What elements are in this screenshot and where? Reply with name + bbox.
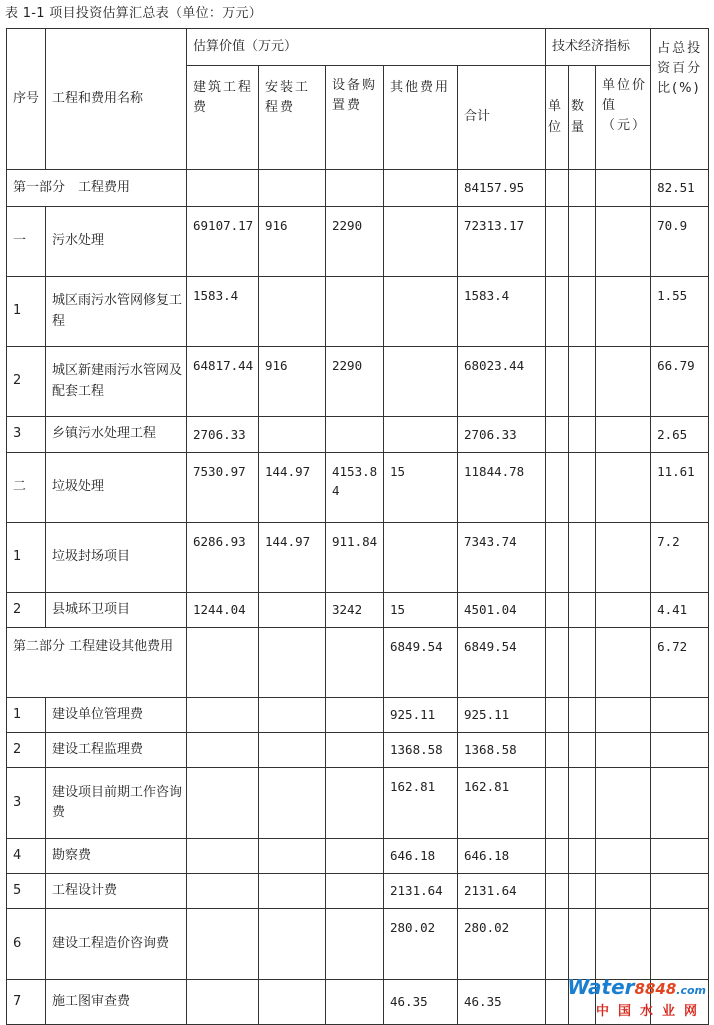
unit-price-cell — [596, 523, 651, 593]
unit-cell — [546, 593, 569, 628]
name-cell: 施工图审查费 — [46, 980, 187, 1025]
percent-cell: 4.41 — [651, 593, 709, 628]
name-cell: 建设单位管理费 — [46, 698, 187, 733]
installation-cell — [259, 593, 326, 628]
equipment-cell: 2290 — [326, 347, 384, 417]
construction-cell — [187, 874, 259, 909]
unit-cell — [546, 698, 569, 733]
table-row — [7, 628, 709, 698]
unit-cell — [546, 523, 569, 593]
unit-cell — [546, 768, 569, 839]
unit-cell — [546, 207, 569, 277]
other-cell: 46.35 — [384, 980, 458, 1025]
construction-cell: 7530.97 — [187, 453, 259, 523]
table-row — [7, 839, 709, 874]
quantity-cell — [569, 874, 596, 909]
unit-price-cell — [596, 839, 651, 874]
total-cell: 1583.4 — [458, 277, 546, 347]
unit-price-cell — [596, 698, 651, 733]
construction-cell: 64817.44 — [187, 347, 259, 417]
construction-cell: 1583.4 — [187, 277, 259, 347]
total-cell: 4501.04 — [458, 593, 546, 628]
percent-cell — [651, 768, 709, 839]
header-total: 合计 — [458, 66, 546, 170]
seq-cell: 7 — [7, 980, 46, 1025]
equipment-cell — [326, 733, 384, 768]
quantity-cell — [569, 768, 596, 839]
unit-cell — [546, 874, 569, 909]
header-other: 其他费用 — [384, 66, 458, 170]
installation-cell — [259, 733, 326, 768]
table-row — [7, 768, 709, 839]
table-row — [7, 593, 709, 628]
equipment-cell — [326, 839, 384, 874]
unit-cell — [546, 628, 569, 698]
construction-cell — [187, 980, 259, 1025]
percent-cell: 70.9 — [651, 207, 709, 277]
header-construction: 建筑工程费 — [187, 66, 259, 170]
quantity-cell — [569, 170, 596, 207]
name-cell: 工程设计费 — [46, 874, 187, 909]
other-cell: 925.11 — [384, 698, 458, 733]
construction-cell — [187, 839, 259, 874]
unit-price-cell — [596, 874, 651, 909]
investment-table — [6, 28, 709, 1025]
construction-cell: 1244.04 — [187, 593, 259, 628]
unit-price-cell — [596, 277, 651, 347]
table-row — [7, 277, 709, 347]
quantity-cell — [569, 207, 596, 277]
other-cell: 15 — [384, 453, 458, 523]
unit-price-cell — [596, 593, 651, 628]
table-row — [7, 874, 709, 909]
percent-cell: 2.65 — [651, 417, 709, 453]
table-row — [7, 698, 709, 733]
construction-cell: 69107.17 — [187, 207, 259, 277]
seq-cell: 2 — [7, 593, 46, 628]
header-estimate-group: 估算价值（万元） — [187, 29, 546, 66]
quantity-cell — [569, 628, 596, 698]
percent-cell: 1.55 — [651, 277, 709, 347]
unit-cell — [546, 839, 569, 874]
percent-cell: 6.72 — [651, 628, 709, 698]
quantity-cell — [569, 909, 596, 980]
unit-cell — [546, 277, 569, 347]
name-cell: 城区雨污水管网修复工程 — [46, 277, 187, 347]
header-tech-group: 技术经济指标 — [546, 29, 651, 66]
other-cell: 646.18 — [384, 839, 458, 874]
installation-cell — [259, 874, 326, 909]
name-cell: 建设工程造价咨询费 — [46, 909, 187, 980]
total-cell: 162.81 — [458, 768, 546, 839]
total-cell: 2706.33 — [458, 417, 546, 453]
seq-cell: 2 — [7, 347, 46, 417]
name-cell: 城区新建雨污水管网及配套工程 — [46, 347, 187, 417]
unit-cell — [546, 980, 569, 1025]
name-cell: 县城环卫项目 — [46, 593, 187, 628]
header-equipment: 设备购置费 — [326, 66, 384, 170]
installation-cell: 916 — [259, 207, 326, 277]
installation-cell: 144.97 — [259, 523, 326, 593]
unit-price-cell — [596, 453, 651, 523]
other-cell: 162.81 — [384, 768, 458, 839]
installation-cell: 916 — [259, 347, 326, 417]
other-cell — [384, 347, 458, 417]
equipment-cell — [326, 874, 384, 909]
seq-cell: 4 — [7, 839, 46, 874]
unit-cell — [546, 347, 569, 417]
other-cell — [384, 523, 458, 593]
section-title-cell: 第一部分 工程费用 — [7, 170, 187, 207]
unit-price-cell — [596, 417, 651, 453]
installation-cell — [259, 909, 326, 980]
seq-cell: 二 — [7, 453, 46, 523]
installation-cell: 144.97 — [259, 453, 326, 523]
unit-cell — [546, 453, 569, 523]
total-cell: 925.11 — [458, 698, 546, 733]
quantity-cell — [569, 733, 596, 768]
total-cell: 46.35 — [458, 980, 546, 1025]
equipment-cell: 4153.84 — [326, 453, 384, 523]
name-cell: 勘察费 — [46, 839, 187, 874]
percent-cell — [651, 698, 709, 733]
header-unit-price: 单位价值（元） — [596, 66, 651, 170]
watermark-top — [567, 975, 706, 999]
unit-price-cell — [596, 170, 651, 207]
header-percent: 占总投资百分比(%) — [651, 29, 709, 170]
equipment-cell — [326, 909, 384, 980]
table-row — [7, 417, 709, 453]
installation-cell — [259, 768, 326, 839]
equipment-cell — [326, 768, 384, 839]
installation-cell — [259, 839, 326, 874]
watermark-word: Water — [567, 975, 635, 999]
unit-cell — [546, 170, 569, 207]
watermark-suffix: .com — [676, 984, 706, 997]
table-row — [7, 347, 709, 417]
equipment-cell — [326, 277, 384, 347]
quantity-cell — [569, 523, 596, 593]
total-cell: 68023.44 — [458, 347, 546, 417]
equipment-cell: 911.84 — [326, 523, 384, 593]
total-cell: 1368.58 — [458, 733, 546, 768]
other-cell: 6849.54 — [384, 628, 458, 698]
watermark-number: 8848 — [634, 980, 677, 998]
seq-cell: 一 — [7, 207, 46, 277]
total-cell: 11844.78 — [458, 453, 546, 523]
equipment-cell — [326, 417, 384, 453]
header-name: 工程和费用名称 — [46, 29, 187, 170]
name-cell: 污水处理 — [46, 207, 187, 277]
construction-cell — [187, 170, 259, 207]
percent-cell: 11.61 — [651, 453, 709, 523]
seq-cell: 6 — [7, 909, 46, 980]
seq-cell: 3 — [7, 417, 46, 453]
equipment-cell — [326, 170, 384, 207]
total-cell: 84157.95 — [458, 170, 546, 207]
equipment-cell — [326, 980, 384, 1025]
seq-cell: 5 — [7, 874, 46, 909]
total-cell: 2131.64 — [458, 874, 546, 909]
header-unit: 单位 — [546, 66, 569, 170]
other-cell: 15 — [384, 593, 458, 628]
installation-cell — [259, 980, 326, 1025]
total-cell: 646.18 — [458, 839, 546, 874]
unit-price-cell — [596, 347, 651, 417]
seq-cell: 2 — [7, 733, 46, 768]
table-header — [7, 29, 709, 170]
percent-cell: 66.79 — [651, 347, 709, 417]
percent-cell — [651, 909, 709, 980]
unit-price-cell — [596, 733, 651, 768]
seq-cell: 1 — [7, 523, 46, 593]
unit-price-cell — [596, 768, 651, 839]
other-cell — [384, 170, 458, 207]
unit-price-cell — [596, 207, 651, 277]
seq-cell: 1 — [7, 698, 46, 733]
construction-cell: 6286.93 — [187, 523, 259, 593]
percent-cell — [651, 733, 709, 768]
installation-cell — [259, 277, 326, 347]
header-quantity: 数量 — [569, 66, 596, 170]
name-cell: 乡镇污水处理工程 — [46, 417, 187, 453]
quantity-cell — [569, 839, 596, 874]
table-row — [7, 523, 709, 593]
quantity-cell — [569, 347, 596, 417]
name-cell: 垃圾处理 — [46, 453, 187, 523]
total-cell: 280.02 — [458, 909, 546, 980]
installation-cell — [259, 698, 326, 733]
construction-cell — [187, 628, 259, 698]
construction-cell — [187, 909, 259, 980]
unit-price-cell — [596, 909, 651, 980]
percent-cell: 7.2 — [651, 523, 709, 593]
table-row — [7, 207, 709, 277]
construction-cell — [187, 698, 259, 733]
table-row — [7, 909, 709, 980]
other-cell — [384, 417, 458, 453]
total-cell: 72313.17 — [458, 207, 546, 277]
percent-cell: 82.51 — [651, 170, 709, 207]
quantity-cell — [569, 698, 596, 733]
installation-cell — [259, 170, 326, 207]
table-row — [7, 733, 709, 768]
watermark-bottom: 中国水业网 — [595, 1004, 706, 1019]
seq-cell: 3 — [7, 768, 46, 839]
other-cell — [384, 277, 458, 347]
equipment-cell: 2290 — [326, 207, 384, 277]
total-cell: 6849.54 — [458, 628, 546, 698]
quantity-cell — [569, 593, 596, 628]
other-cell: 280.02 — [384, 909, 458, 980]
construction-cell — [187, 768, 259, 839]
watermark-logo — [567, 975, 706, 1019]
construction-cell: 2706.33 — [187, 417, 259, 453]
name-cell: 建设工程监理费 — [46, 733, 187, 768]
unit-price-cell — [596, 628, 651, 698]
name-cell: 建设项目前期工作咨询费 — [46, 768, 187, 839]
percent-cell — [651, 874, 709, 909]
other-cell: 2131.64 — [384, 874, 458, 909]
seq-cell: 1 — [7, 277, 46, 347]
header-seq: 序号 — [7, 29, 46, 170]
percent-cell — [651, 839, 709, 874]
installation-cell — [259, 628, 326, 698]
section-title-cell: 第二部分 工程建设其他费用 — [7, 628, 187, 698]
header-installation: 安装工程费 — [259, 66, 326, 170]
installation-cell — [259, 417, 326, 453]
table-row — [7, 453, 709, 523]
name-cell: 垃圾封场项目 — [46, 523, 187, 593]
table-body — [7, 170, 709, 1025]
equipment-cell — [326, 698, 384, 733]
total-cell: 7343.74 — [458, 523, 546, 593]
unit-cell — [546, 733, 569, 768]
equipment-cell — [326, 628, 384, 698]
quantity-cell — [569, 453, 596, 523]
equipment-cell: 3242 — [326, 593, 384, 628]
other-cell — [384, 207, 458, 277]
table-caption: 表 1-1 项目投资估算汇总表（单位：万元） — [5, 6, 263, 21]
construction-cell — [187, 733, 259, 768]
quantity-cell — [569, 277, 596, 347]
unit-cell — [546, 417, 569, 453]
other-cell: 1368.58 — [384, 733, 458, 768]
quantity-cell — [569, 417, 596, 453]
table-row — [7, 170, 709, 207]
unit-cell — [546, 909, 569, 980]
